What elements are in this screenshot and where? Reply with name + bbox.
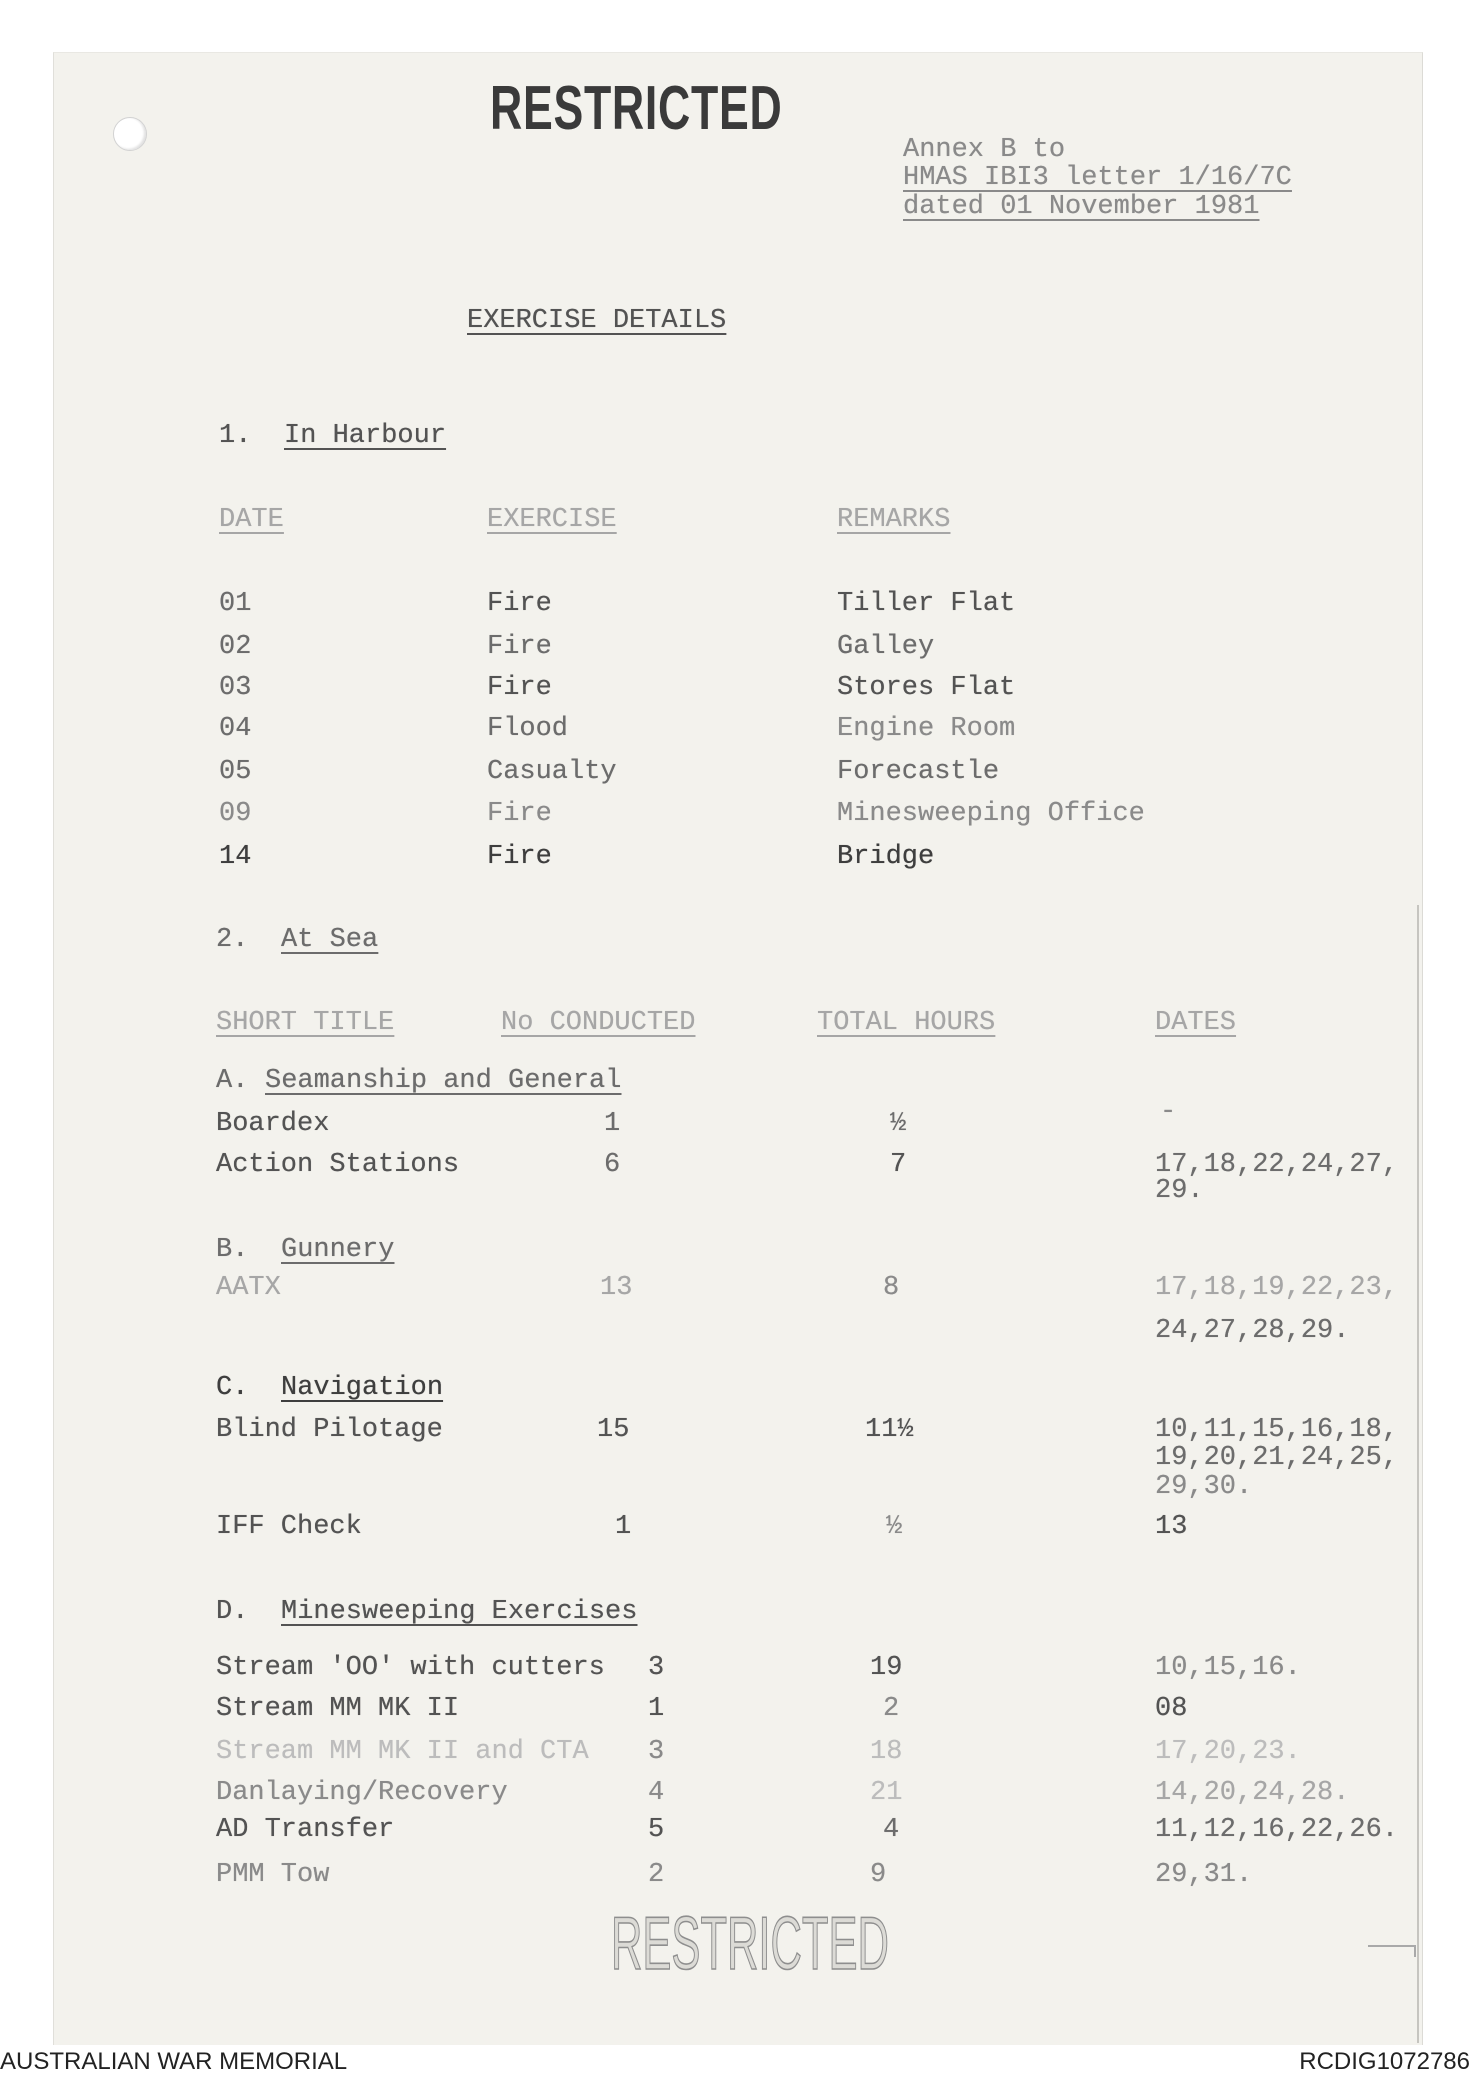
sea-row-title: IFF Check — [216, 1512, 362, 1542]
punch-hole — [113, 117, 147, 151]
restricted-stamp-top-text: RESTRICTED — [490, 74, 783, 143]
harbour-row-exercise: Flood — [487, 714, 569, 744]
sea-row-hours: 18 — [870, 1737, 903, 1767]
sea-row-conducted: 13 — [600, 1273, 633, 1303]
section-2-heading: At Sea — [281, 925, 379, 955]
col-header-total-hours: TOTAL HOURS — [817, 1008, 996, 1038]
harbour-row-date: 05 — [219, 757, 252, 787]
harbour-row-exercise: Fire — [487, 799, 552, 829]
sea-row-conducted: 1 — [604, 1109, 621, 1139]
harbour-row-remarks: Galley — [837, 632, 935, 662]
sea-row-hours: 7 — [890, 1150, 907, 1180]
group-d-name: Minesweeping Exercises — [281, 1597, 638, 1627]
sea-row-hours: ½ — [890, 1109, 907, 1139]
sea-row-title: AATX — [216, 1273, 281, 1303]
annex-line-3: dated 01 November 1981 — [903, 192, 1260, 222]
sea-row-title: AD Transfer — [216, 1815, 395, 1845]
sea-row-conducted: 6 — [604, 1150, 621, 1180]
group-d-letter: D. — [216, 1597, 249, 1627]
sea-row-conducted: 15 — [597, 1415, 630, 1445]
sea-row-title: Stream 'OO' with cutters — [216, 1653, 605, 1683]
section-2-number: 2. — [216, 925, 249, 955]
sea-row-dates: 29. — [1155, 1176, 1204, 1206]
col-header-short-title: SHORT TITLE — [216, 1008, 395, 1038]
group-b-letter: B. — [216, 1235, 249, 1265]
sea-row-conducted: 5 — [648, 1815, 665, 1845]
annex-line-2: HMAS IBI3 letter 1/16/7C — [903, 163, 1292, 193]
sea-row-hours: 8 — [883, 1273, 900, 1303]
sea-row-dates: 29,31. — [1155, 1860, 1253, 1890]
harbour-row-date: 09 — [219, 799, 252, 829]
col-header-remarks: REMARKS — [837, 505, 951, 535]
group-c-name: Navigation — [281, 1373, 444, 1403]
restricted-stamp-top — [490, 74, 790, 143]
sea-row-conducted: 3 — [648, 1737, 665, 1767]
group-b-name: Gunnery — [281, 1235, 395, 1265]
harbour-row-date: 01 — [219, 589, 252, 619]
sea-row-conducted: 1 — [615, 1512, 632, 1542]
harbour-row-remarks: Engine Room — [837, 714, 1016, 744]
section-1-number: 1. — [219, 421, 252, 451]
harbour-row-remarks: Stores Flat — [837, 673, 1016, 703]
sea-row-dates: 17,18,19,22,23, — [1155, 1273, 1399, 1303]
sea-row-dates: 14,20,24,28. — [1155, 1778, 1350, 1808]
harbour-row-date: 03 — [219, 673, 252, 703]
harbour-row-exercise: Fire — [487, 673, 552, 703]
harbour-row-remarks: Minesweeping Office — [837, 799, 1145, 829]
harbour-row-date: 02 — [219, 632, 252, 662]
harbour-row-date: 04 — [219, 714, 252, 744]
sea-row-title: Action Stations — [216, 1150, 460, 1180]
sea-row-dates: 08 — [1155, 1694, 1188, 1724]
harbour-row-exercise: Fire — [487, 632, 552, 662]
col-header-dates: DATES — [1155, 1008, 1237, 1038]
harbour-row-remarks: Forecastle — [837, 757, 1000, 787]
col-header-conducted: No CONDUCTED — [501, 1008, 696, 1038]
col-header-exercise: EXERCISE — [487, 505, 617, 535]
group-a-name: Seamanship and General — [265, 1066, 622, 1096]
sea-row-dates: 11,12,16,22,26. — [1155, 1815, 1399, 1845]
harbour-row-exercise: Fire — [487, 589, 552, 619]
sea-row-dates: 24,27,28,29. — [1155, 1316, 1350, 1346]
sea-row-conducted: 4 — [648, 1778, 665, 1808]
sea-row-dates: 13 — [1155, 1512, 1188, 1542]
restricted-stamp-bottom: RESTRICTED — [611, 1901, 889, 1985]
sea-row-dates: 19,20,21,24,25, — [1155, 1443, 1399, 1473]
sea-row-title: Blind Pilotage — [216, 1415, 443, 1445]
sea-row-title: PMM Tow — [216, 1860, 330, 1890]
sea-row-hours: 11½ — [865, 1415, 914, 1445]
sea-row-title: Danlaying/Recovery — [216, 1778, 508, 1808]
sea-row-dates: 10,11,15,16,18, — [1155, 1415, 1399, 1445]
archive-reference: RCDIG1072786 — [1299, 2048, 1470, 2075]
sea-row-hours: 2 — [883, 1694, 900, 1724]
sea-row-hours: ½ — [886, 1512, 903, 1542]
page-edge-line — [1417, 905, 1419, 2043]
sea-row-dates: 29,30. — [1155, 1472, 1253, 1502]
sea-row-dates: 17,20,23. — [1155, 1737, 1301, 1767]
sea-row-hours: 9 — [870, 1860, 887, 1890]
sea-row-hours: 4 — [883, 1815, 900, 1845]
harbour-row-remarks: Tiller Flat — [837, 589, 1016, 619]
sea-row-title: Boardex — [216, 1109, 330, 1139]
corner-mark — [1368, 1945, 1416, 1957]
sea-row-dates: - — [1160, 1097, 1177, 1127]
annex-line-1: Annex B to — [903, 135, 1066, 165]
sea-row-hours: 21 — [870, 1778, 903, 1808]
sea-row-title: Stream MM MK II and CTA — [216, 1737, 589, 1767]
sea-row-title: Stream MM MK II — [216, 1694, 460, 1724]
harbour-row-date: 14 — [219, 842, 252, 872]
sea-row-conducted: 3 — [648, 1653, 665, 1683]
harbour-row-exercise: Casualty — [487, 757, 617, 787]
archive-institution: AUSTRALIAN WAR MEMORIAL — [0, 2048, 348, 2075]
sea-row-conducted: 1 — [648, 1694, 665, 1724]
sea-row-conducted: 2 — [648, 1860, 665, 1890]
col-header-date: DATE — [219, 505, 284, 535]
sea-row-hours: 19 — [870, 1653, 903, 1683]
section-1-heading: In Harbour — [284, 421, 447, 451]
group-c-letter: C. — [216, 1373, 249, 1403]
harbour-row-remarks: Bridge — [837, 842, 935, 872]
page-title: EXERCISE DETAILS — [467, 306, 727, 336]
sea-row-dates: 17,18,22,24,27, — [1155, 1150, 1399, 1180]
group-a-letter: A. — [216, 1066, 249, 1096]
harbour-row-exercise: Fire — [487, 842, 552, 872]
sea-row-dates: 10,15,16. — [1155, 1653, 1301, 1683]
